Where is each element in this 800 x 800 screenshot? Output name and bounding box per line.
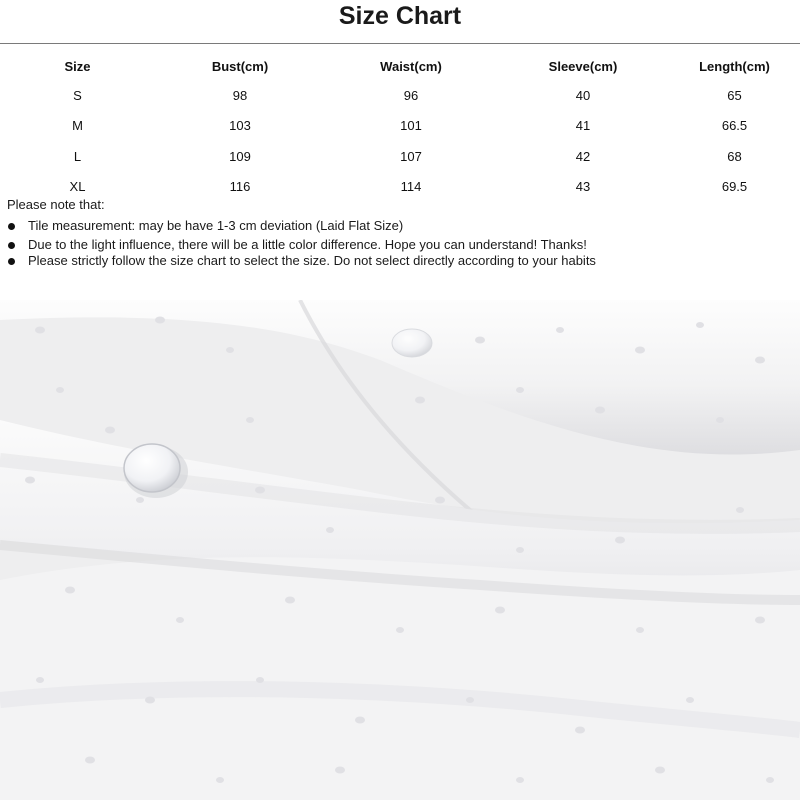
length-cell: 68	[727, 148, 742, 164]
table-row	[0, 111, 800, 142]
swiss-dot	[85, 757, 95, 764]
list-item	[7, 253, 793, 269]
bust-cell: 116	[229, 179, 251, 195]
swiss-dot	[255, 487, 265, 494]
fabric-illustration	[0, 300, 800, 800]
waist-cell: 96	[403, 87, 419, 103]
swiss-dot	[696, 322, 704, 328]
swiss-dot	[575, 727, 585, 734]
swiss-dot	[326, 527, 334, 533]
swiss-dot	[466, 697, 474, 703]
list-item	[7, 217, 793, 234]
swiss-dot	[755, 617, 765, 624]
column-header-length: Length(cm)	[699, 58, 770, 74]
size-cell: S	[73, 87, 82, 103]
column-header-sleeve: Sleeve(cm)	[548, 58, 618, 74]
notes-list	[7, 217, 793, 269]
swiss-dot	[256, 677, 264, 683]
swiss-dot	[766, 777, 774, 783]
swiss-dot	[655, 767, 665, 774]
column-header-size: Size	[64, 58, 91, 74]
swiss-dot	[65, 587, 75, 594]
page-title: Size Chart	[338, 2, 462, 30]
bust-cell: 98	[232, 87, 248, 103]
swiss-dot	[475, 337, 485, 344]
swiss-dot	[435, 497, 445, 504]
bullet-icon	[8, 242, 15, 249]
size-cell: M	[72, 118, 83, 134]
length-cell: 66.5	[721, 118, 748, 134]
length-cell: 65	[727, 87, 742, 103]
sleeve-cell: 43	[575, 179, 591, 195]
sleeve-cell: 41	[575, 118, 591, 134]
waist-cell: 114	[400, 179, 422, 195]
sleeve-cell: 42	[575, 148, 591, 164]
column-header-waist: Waist(cm)	[380, 58, 442, 74]
note-text: Tile measurement: may be have 1-3 cm deviation (Laid Flat Size)	[28, 218, 404, 233]
waist-cell: 101	[400, 118, 422, 134]
swiss-dot	[516, 777, 524, 783]
length-cell: 69.5	[721, 179, 748, 195]
swiss-dot	[636, 627, 644, 633]
swiss-dot	[615, 537, 625, 544]
table-row	[0, 80, 800, 111]
size-cell: L	[73, 148, 82, 164]
swiss-dot	[285, 597, 295, 604]
bust-cell: 109	[229, 148, 251, 164]
bullet-icon	[8, 258, 15, 265]
bullet-icon	[8, 223, 15, 230]
table-header-row	[0, 52, 800, 80]
column-header-bust: Bust(cm)	[211, 58, 269, 74]
note-text: Due to the light influence, there will be a little color difference. Hope you can understand! Thanks!	[28, 237, 587, 252]
notes-heading: Please note that:	[7, 197, 105, 212]
swiss-dot	[516, 547, 524, 553]
swiss-dot	[226, 347, 234, 353]
swiss-dot	[635, 347, 645, 354]
swiss-dot	[556, 327, 564, 333]
swiss-dot	[56, 387, 64, 393]
swiss-dot	[105, 427, 115, 434]
shirt-button-upper-icon	[392, 329, 432, 357]
size-cell: XL	[69, 179, 86, 195]
swiss-dot	[516, 387, 524, 393]
swiss-dot	[355, 717, 365, 724]
swiss-dot	[716, 417, 724, 423]
swiss-dot	[686, 697, 694, 703]
swiss-dot	[335, 767, 345, 774]
swiss-dot	[136, 497, 144, 503]
swiss-dot	[216, 777, 224, 783]
sleeve-cell: 40	[575, 87, 591, 103]
swiss-dot	[35, 327, 45, 334]
title-divider	[0, 43, 800, 44]
fabric-photo	[0, 300, 800, 800]
swiss-dot	[155, 317, 165, 324]
swiss-dot	[495, 607, 505, 614]
size-chart-table	[0, 52, 800, 202]
note-text: Please strictly follow the size chart to select the size. Do not select directly according to your habits	[28, 253, 596, 268]
swiss-dot	[736, 507, 744, 513]
swiss-dot	[176, 617, 184, 623]
notes-section	[7, 196, 793, 269]
swiss-dot	[246, 417, 254, 423]
table-row	[0, 141, 800, 172]
swiss-dot	[36, 677, 44, 683]
swiss-dot	[595, 407, 605, 414]
list-item	[7, 237, 793, 253]
swiss-dot	[755, 357, 765, 364]
waist-cell: 107	[400, 148, 422, 164]
swiss-dot	[25, 477, 35, 484]
swiss-dot	[396, 627, 404, 633]
bust-cell: 103	[229, 118, 251, 134]
swiss-dot	[415, 397, 425, 404]
swiss-dot	[145, 697, 155, 704]
